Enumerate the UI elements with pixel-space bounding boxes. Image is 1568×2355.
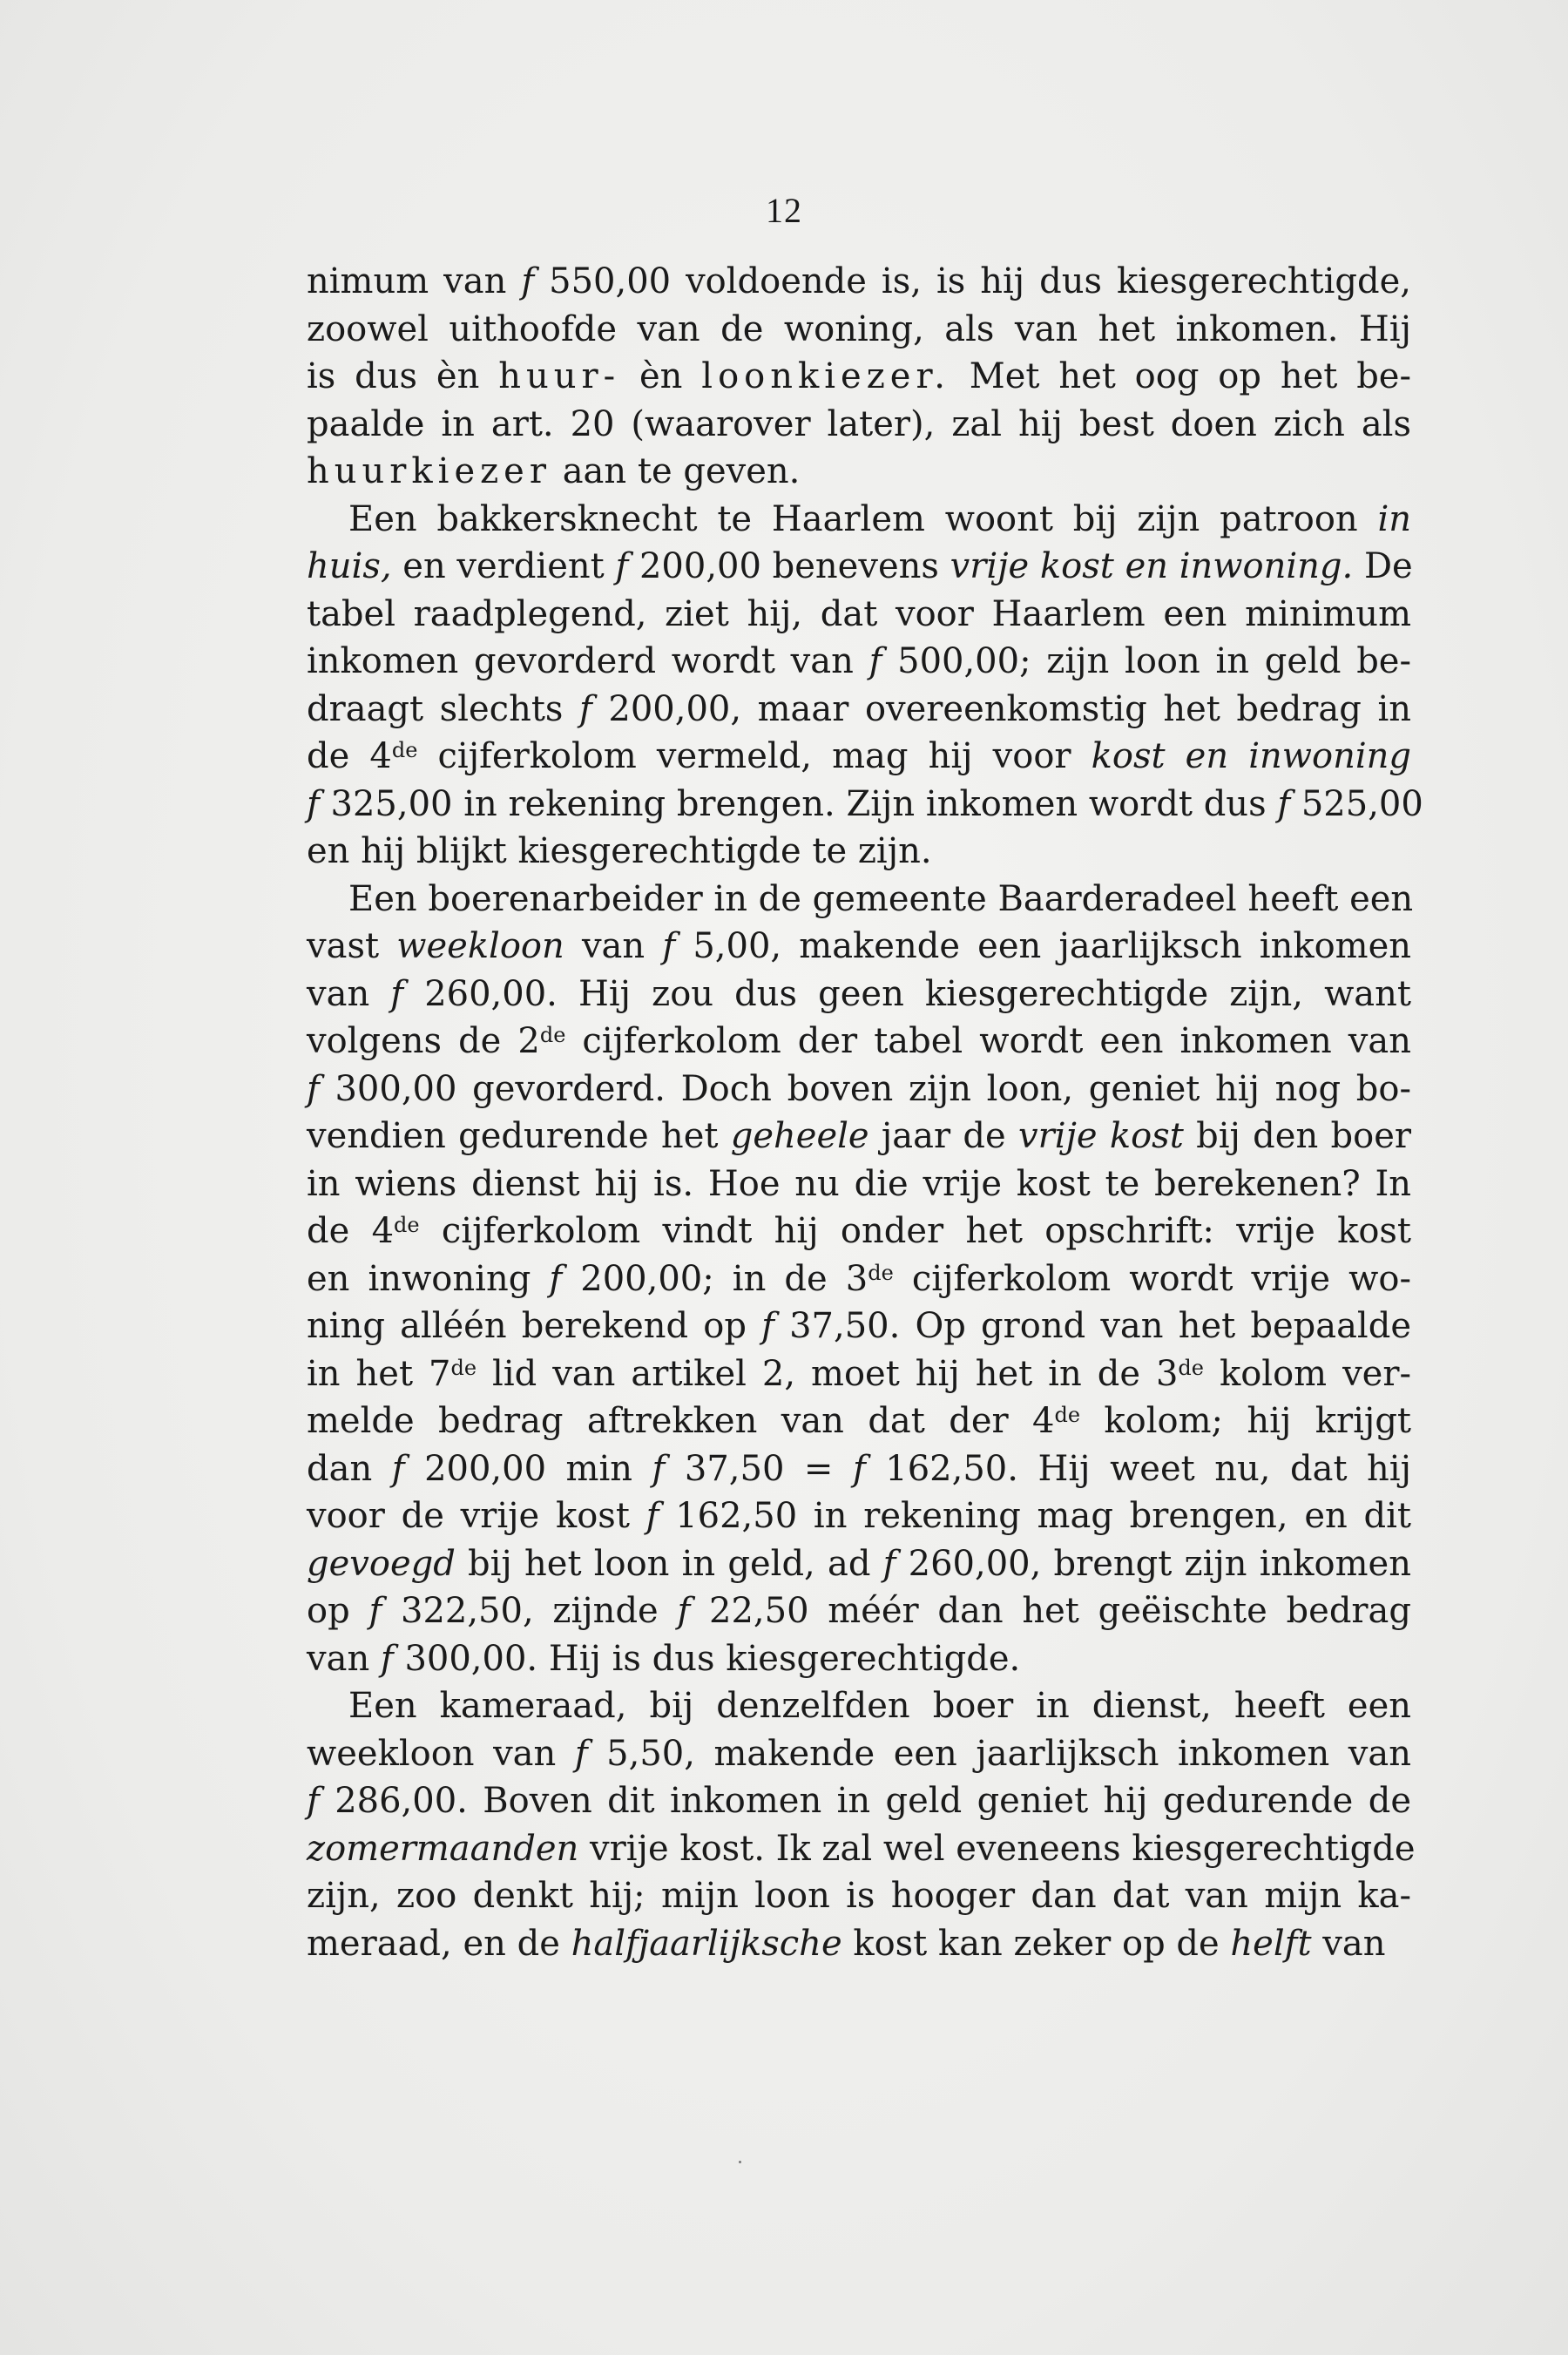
- florin-sign: f: [662, 926, 676, 966]
- florin-sign: f: [677, 1591, 691, 1631]
- text-run: in het 7: [307, 1353, 451, 1394]
- text-run: nimum van: [307, 261, 522, 301]
- text-line: [307, 1872, 1411, 1920]
- text-line: [307, 1445, 1411, 1493]
- text-run: draagt slechts: [307, 688, 579, 729]
- spaced-emphasis: huur-: [498, 356, 621, 396]
- text-line: [307, 1255, 1411, 1303]
- text-run: cijferkolom der tabel wordt een inkomen van: [565, 1021, 1411, 1061]
- text-run: 200,00 min: [404, 1448, 652, 1489]
- text-line: [307, 1350, 1411, 1398]
- text-run: kolom ver-: [1204, 1353, 1411, 1394]
- text-run: inkomen gevorderd wordt van: [307, 641, 869, 681]
- text-line: [307, 1825, 1416, 1873]
- text-run: 162,50 in rekening mag brengen, en dit: [659, 1496, 1411, 1536]
- text-run: paalde in art. 20 (waarover later), zal hij best doen zich als: [307, 403, 1411, 444]
- body-text: [307, 258, 1423, 1967]
- text-run: 300,00. Hij is dus kiesgerechtigde.: [393, 1638, 1021, 1679]
- text-run: van: [1311, 1923, 1386, 1964]
- text-run: lid van artikel 2, moet hij het in de 3: [476, 1353, 1179, 1394]
- text-line: [307, 1682, 1411, 1730]
- text-run: cijferkolom vindt hij onder het opschrift: vrije kost: [419, 1211, 1411, 1251]
- italic-emphasis: geheele: [730, 1116, 869, 1156]
- text-line: [307, 638, 1411, 686]
- text-run: de 4: [307, 1211, 395, 1251]
- text-run: 200,00 benevens: [628, 546, 950, 586]
- florin-sign: f: [368, 1591, 382, 1631]
- text-run: 22,50 méér dan het geëischte bedrag: [690, 1591, 1411, 1631]
- ordinal-superscript: de: [391, 738, 418, 762]
- text-line: [307, 971, 1411, 1018]
- text-run: 550,00 voldoende is, is hij dus kiesgerechtigde,: [534, 261, 1411, 301]
- text-run: voor de vrije kost: [307, 1496, 646, 1536]
- italic-emphasis: weekloon: [396, 926, 564, 966]
- text-line: [307, 781, 1423, 829]
- text-line: [307, 1635, 1411, 1683]
- text-run: vrije kost. Ik zal wel eveneens kiesgerechtigde: [578, 1828, 1416, 1869]
- ordinal-superscript: de: [868, 1260, 894, 1285]
- paper-speck: [739, 2161, 741, 2163]
- florin-sign: f: [307, 783, 320, 824]
- text-run: vendien gedurende het: [307, 1116, 731, 1156]
- italic-emphasis: vrije kost en inwoning.: [950, 546, 1354, 586]
- text-line: [307, 1492, 1411, 1540]
- text-line: [307, 1397, 1411, 1445]
- text-line: [307, 1540, 1411, 1588]
- text-run: bij den boer: [1183, 1116, 1412, 1156]
- text-run: Een bakkersknecht te Haarlem woont bij zijn patroon: [348, 498, 1378, 539]
- florin-sign: f: [307, 1068, 320, 1109]
- text-run: 5,50, makende een jaarlijksch inkomen van: [587, 1733, 1411, 1774]
- text-run: meraad, en de: [307, 1923, 571, 1964]
- text-run: in wiens dienst hij is. Hoe nu die vrije kost te berekenen? In: [307, 1163, 1411, 1204]
- text-run: 260,00. Hij zou dus geen kiesgerechtigde zijn, want: [403, 973, 1411, 1014]
- florin-sign: f: [615, 546, 629, 586]
- florin-sign: f: [868, 641, 882, 681]
- text-run: cijferkolom wordt vrije wo-: [893, 1258, 1411, 1299]
- text-run: aan te geven.: [551, 451, 801, 491]
- text-run: Met het oog op het be-: [950, 356, 1411, 396]
- text-run: De: [1353, 546, 1413, 586]
- text-run: volgens de 2: [307, 1021, 540, 1061]
- text-line: [307, 1920, 1411, 1968]
- text-run: zoowel uithoofde van de woning, als van het inkomen. Hij: [307, 308, 1411, 349]
- text-line: [307, 1777, 1411, 1825]
- italic-emphasis: helft: [1230, 1923, 1312, 1964]
- florin-sign: f: [390, 973, 404, 1014]
- text-run: 162,50. Hij weet nu, dat hij: [865, 1448, 1412, 1489]
- text-run: dan: [307, 1448, 392, 1489]
- text-line: [307, 828, 1411, 876]
- italic-emphasis: gevoegd: [307, 1543, 456, 1584]
- text-run: en inwoning: [307, 1258, 550, 1299]
- italic-emphasis: vrije kost: [1017, 1116, 1184, 1156]
- text-line: [307, 876, 1414, 924]
- text-line: [307, 258, 1411, 306]
- text-run: 525,00: [1290, 783, 1423, 824]
- text-run: jaar de: [868, 1116, 1018, 1156]
- florin-sign: f: [761, 1306, 774, 1346]
- text-line: [307, 353, 1411, 401]
- ordinal-superscript: de: [539, 1023, 566, 1047]
- florin-sign: f: [882, 1543, 896, 1584]
- florin-sign: f: [574, 1733, 588, 1774]
- text-run: is dus èn: [307, 356, 499, 396]
- text-line: [307, 591, 1411, 639]
- text-line: [307, 1303, 1411, 1350]
- text-run: 260,00, brengt zijn inkomen: [896, 1543, 1411, 1584]
- page-number: 12: [766, 191, 802, 230]
- text-line: [307, 733, 1411, 781]
- text-run: van: [307, 1638, 381, 1679]
- florin-sign: f: [521, 261, 535, 301]
- ordinal-superscript: de: [1054, 1403, 1081, 1427]
- text-run: van: [307, 973, 391, 1014]
- text-run: bij het loon in geld, ad: [455, 1543, 883, 1584]
- text-run: cijferkolom vermeld, mag hij voor: [417, 736, 1092, 776]
- ordinal-superscript: de: [450, 1355, 477, 1380]
- text-run: 5,00, makende een jaarlijksch inkomen: [675, 926, 1412, 966]
- florin-sign: f: [1277, 783, 1291, 824]
- text-run: 200,00; in de 3: [562, 1258, 868, 1299]
- text-line: [307, 1587, 1411, 1635]
- text-line: [307, 1018, 1411, 1066]
- text-run: 500,00; zijn loon in geld be-: [882, 641, 1411, 681]
- text-run: 300,00 gevorderd. Doch boven zijn loon, geniet hij nog bo-: [319, 1068, 1411, 1109]
- text-line: [307, 1730, 1411, 1778]
- florin-sign: f: [307, 1781, 320, 1821]
- text-run: de 4: [307, 736, 392, 776]
- text-run: 286,00. Boven dit inkomen in geld geniet hij gedurende de: [319, 1781, 1411, 1821]
- text-run: op: [307, 1591, 369, 1631]
- text-run: melde bedrag aftrekken van dat der 4: [307, 1401, 1055, 1441]
- text-run: 322,50, zijnde: [382, 1591, 678, 1631]
- text-line: [307, 1113, 1411, 1161]
- ordinal-superscript: de: [1178, 1355, 1204, 1380]
- text-line: [307, 686, 1411, 734]
- italic-emphasis: zomermaanden: [307, 1828, 579, 1869]
- text-run: vast: [307, 926, 397, 966]
- text-line: [307, 448, 1411, 496]
- italic-emphasis: kost en inwoning: [1091, 736, 1411, 776]
- text-run: en verdient: [391, 546, 616, 586]
- spaced-emphasis: huurkiezer: [307, 451, 551, 491]
- text-run: van: [564, 926, 663, 966]
- spaced-emphasis: loonkiezer.: [701, 356, 950, 396]
- text-run: èn: [620, 356, 702, 396]
- italic-emphasis: in: [1377, 498, 1411, 539]
- text-run: 325,00 in rekening brengen. Zijn inkomen wordt dus: [319, 783, 1278, 824]
- text-line: [307, 1208, 1411, 1255]
- text-run: Een boerenarbeider in de gemeente Baarderadeel heeft een: [348, 878, 1414, 919]
- florin-sign: f: [645, 1496, 659, 1536]
- text-run: ning alléén berekend op: [307, 1306, 762, 1346]
- text-line: [307, 1066, 1411, 1113]
- text-run: kost kan zeker op de: [841, 1923, 1231, 1964]
- text-run: 37,50. Op grond van het bepaalde: [774, 1306, 1411, 1346]
- text-run: 200,00, maar overeenkomstig het bedrag in: [591, 688, 1411, 729]
- ordinal-superscript: de: [394, 1213, 420, 1237]
- text-run: tabel raadplegend, ziet hij, dat voor Haarlem een minimum: [307, 593, 1411, 634]
- text-run: Een kameraad, bij denzelfden boer in dienst, heeft een: [348, 1686, 1411, 1726]
- florin-sign: f: [391, 1448, 405, 1489]
- florin-sign: f: [579, 688, 592, 729]
- text-run: weekloon van: [307, 1733, 575, 1774]
- italic-emphasis: huis,: [307, 546, 392, 586]
- florin-sign: f: [652, 1448, 666, 1489]
- florin-sign: f: [549, 1258, 563, 1299]
- text-line: [307, 496, 1411, 544]
- text-line: [307, 543, 1411, 591]
- text-run: en hij blijkt kiesgerechtigde te zijn.: [307, 831, 932, 871]
- text-line: [307, 1161, 1411, 1208]
- text-line: [307, 923, 1411, 971]
- florin-sign: f: [852, 1448, 866, 1489]
- florin-sign: f: [380, 1638, 394, 1679]
- text-run: kolom; hij krijgt: [1080, 1401, 1411, 1441]
- italic-emphasis: halfjaarlijksche: [571, 1923, 842, 1964]
- text-line: [307, 306, 1411, 354]
- text-line: [307, 401, 1411, 449]
- text-run: 37,50 =: [665, 1448, 853, 1489]
- text-run: zijn, zoo denkt hij; mijn loon is hooger dan dat van mijn ka-: [307, 1876, 1411, 1916]
